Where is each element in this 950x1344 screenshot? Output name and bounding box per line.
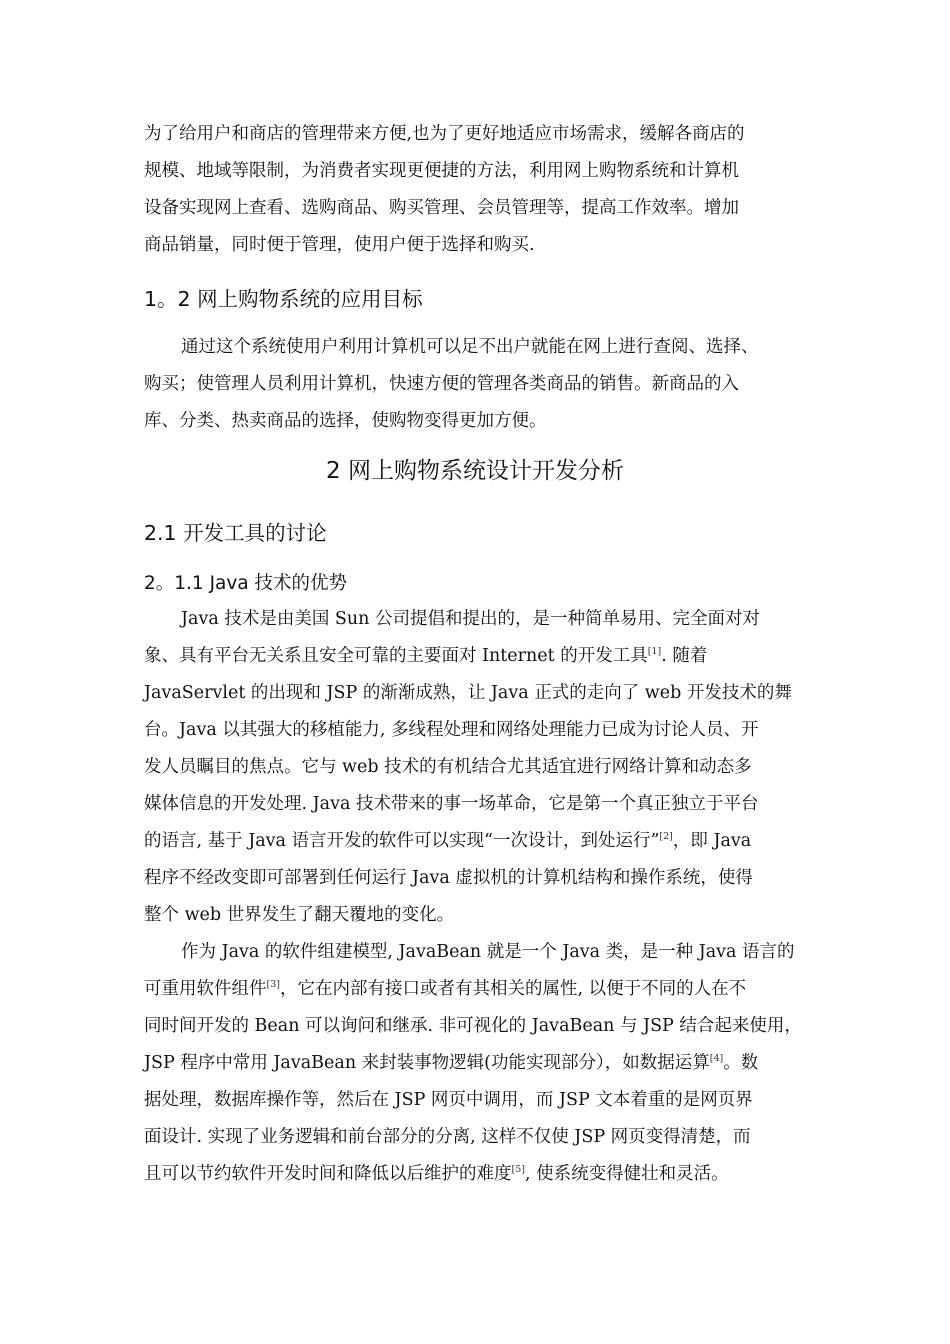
text-line: 规模、地域等限制，为消费者实现更便捷的方法，利用网上购物系统和计算机 <box>144 161 739 181</box>
text-line: 发人员瞩目的焦点。它与 web 技术的有机结合尤其适宜进行网络计算和动态多 <box>144 757 752 777</box>
text-line: 设备实现网上查看、选购商品、购买管理、会员管理等，提高工作效率。增加 <box>144 198 739 218</box>
text-line: 购买；使管理人员利用计算机，快速方便的管理各类商品的销售。新商品的入 <box>144 374 739 394</box>
text-line: 为了给用户和商店的管理带来方便,也为了更好地适应市场需求，缓解各商店的 <box>144 124 745 144</box>
citation-ref-5: [5] <box>511 1164 525 1175</box>
text-line <box>144 823 812 860</box>
section-heading-1-2: 1。2 网上购物系统的应用目标 <box>144 287 423 311</box>
citation-ref-3: [3] <box>266 979 280 990</box>
text-segment: ，即 Java <box>672 831 752 851</box>
section-heading-2-1-1: 2。1.1 Java 技术的优势 <box>144 573 348 594</box>
intro-paragraph <box>144 116 812 264</box>
text-line <box>144 1156 812 1193</box>
text-segment: 象、具有平台无关系且安全可靠的主要面对 Internet 的开发工具 <box>144 646 648 666</box>
text-segment: 可重用软件组件 <box>144 979 267 999</box>
text-line: JavaServlet 的出现和 JSP 的渐渐成熟，让 Java 正式的走向了 web 开发技术的舞 <box>144 683 792 703</box>
section-1-2-paragraph <box>144 329 812 440</box>
text-line: 程序不经改变即可部署到任何运行 Java 虚拟机的计算机结构和操作系统，使得 <box>144 868 753 888</box>
text-line: 整个 web 世界发生了翻天覆地的变化。 <box>144 905 455 925</box>
text-line: Java 技术是由美国 Sun 公司提倡和提出的，是一种简单易用、完全面对对 <box>181 609 760 629</box>
text-line: 面设计. 实现了业务逻辑和前台部分的分离, 这样不仅使 JSP 网页变得清楚，而 <box>144 1127 751 1147</box>
text-line: 据处理，数据库操作等，然后在 JSP 网页中调用，而 JSP 文本着重的是网页界 <box>144 1090 753 1110</box>
java-advantages-paragraph <box>144 601 812 934</box>
text-segment: 且可以节约软件开发时间和降低以后维护的难度 <box>144 1164 512 1184</box>
text-segment: ，它在内部有接口或者有其相关的属性, 以便于不同的人在不 <box>279 979 747 999</box>
javabean-paragraph <box>144 934 812 1193</box>
text-segment: 的语言, 基于 Java 语言开发的软件可以实现“一次设计，到处运行” <box>144 831 660 851</box>
citation-ref-2: [2] <box>659 831 673 842</box>
text-segment: 。数 <box>723 1053 759 1073</box>
text-line <box>144 1045 812 1082</box>
citation-ref-1: [1] <box>647 646 662 657</box>
chapter-heading-2: 2 网上购物系统设计开发分析 <box>326 458 624 484</box>
text-line: 台。Java 以其强大的移植能力, 多线程处理和网络处理能力已成为讨论人员、开 <box>144 720 759 740</box>
text-line: 库、分类、热卖商品的选择，使购物变得更加方便。 <box>144 411 547 431</box>
text-line: 媒体信息的开发处理. Java 技术带来的事一场革命，它是第一个真正独立于平台 <box>144 794 759 814</box>
text-segment: JSP 程序中常用 JavaBean 来封装事物逻辑(功能实现部分），如数据运算 <box>144 1053 710 1073</box>
text-segment: , 使系统变得健壮和灵活。 <box>524 1164 729 1184</box>
text-line: 商品销量，同时便于管理，使用户便于选择和购买. <box>144 235 535 255</box>
text-line: 作为 Java 的软件组建模型, JavaBean 就是一个 Java 类，是一种 Java 语言的 <box>181 942 795 962</box>
citation-ref-4: [4] <box>709 1053 724 1064</box>
text-line <box>144 638 812 675</box>
section-heading-2-1: 2.1 开发工具的讨论 <box>144 521 327 545</box>
text-line: 同时间开发的 Bean 可以询问和继承. 非可视化的 JavaBean 与 JSP 结合起来使用， <box>144 1016 802 1036</box>
text-line: 通过这个系统使用户利用计算机可以足不出户就能在网上进行查阅、选择、 <box>181 337 759 357</box>
text-segment: . 随着 <box>661 646 708 666</box>
text-line <box>144 971 812 1008</box>
